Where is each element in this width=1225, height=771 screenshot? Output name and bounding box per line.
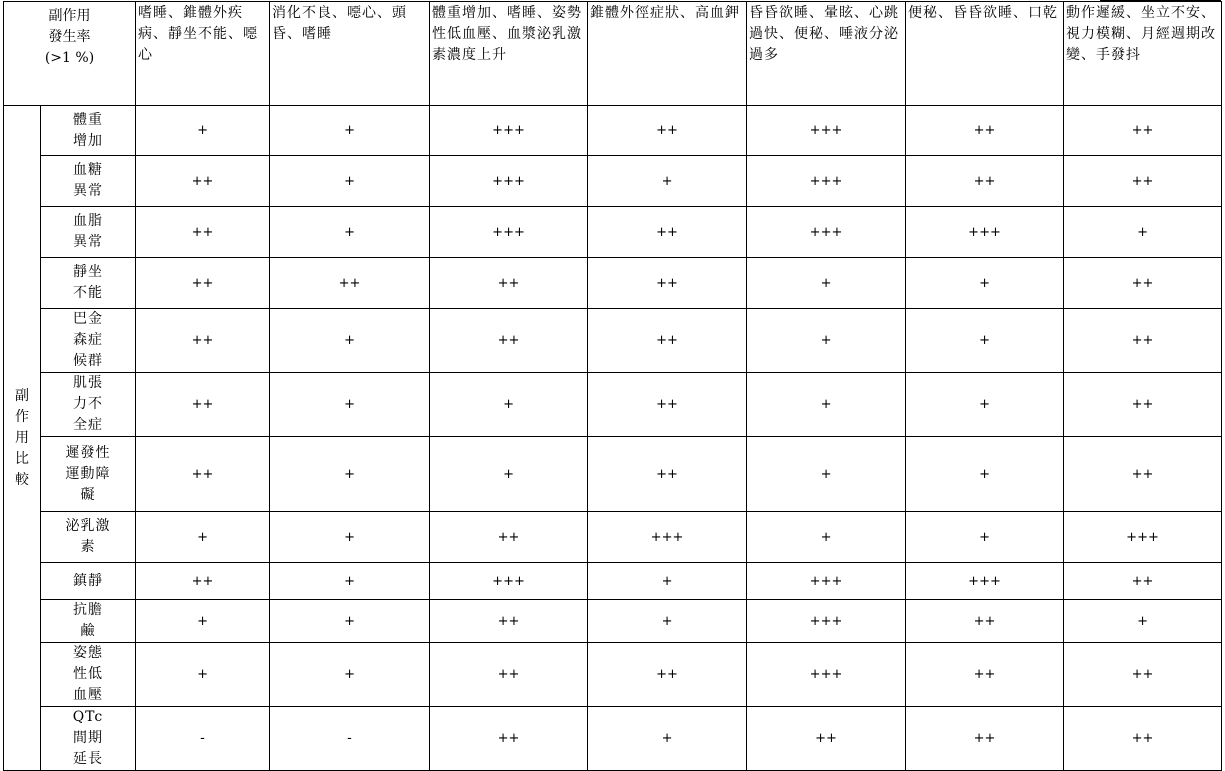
rating-cell: ++	[1064, 373, 1222, 437]
rating-cell: ++	[588, 106, 747, 156]
row-label-text: 肌張力不全症	[73, 375, 103, 433]
rating-cell: ++	[906, 106, 1064, 156]
rating-cell: +++	[747, 600, 906, 643]
rating-cell: -	[136, 707, 270, 771]
rating-cell: ++	[588, 373, 747, 437]
rating-cell: +	[588, 600, 747, 643]
table-row	[4, 106, 1222, 156]
rating-cell: +	[136, 643, 270, 707]
incidence-header-line: (>1 %)	[44, 50, 95, 66]
rating-cell: +	[588, 707, 747, 771]
row-label-text: 靜坐不能	[73, 264, 103, 301]
rating-cell: ++	[430, 600, 588, 643]
rating-cell: +++	[588, 512, 747, 563]
rating-cell: ++	[136, 207, 270, 258]
row-label	[41, 207, 136, 258]
rating-cell: ++	[588, 258, 747, 309]
row-label-text: 巴金森症候群	[73, 311, 103, 369]
rating-cell: +	[270, 563, 430, 600]
side-effect-comparison-table	[3, 1, 1222, 771]
rating-cell: +	[270, 156, 430, 207]
row-label	[41, 600, 136, 643]
rating-cell: ++	[136, 437, 270, 512]
rating-cell: ++	[1064, 156, 1222, 207]
row-label-text: 姿態性低血壓	[73, 645, 103, 703]
rating-cell: +++	[906, 207, 1064, 258]
rating-cell: ++	[906, 643, 1064, 707]
rating-cell: +	[747, 512, 906, 563]
table-row	[4, 207, 1222, 258]
rating-cell: +	[430, 437, 588, 512]
rating-cell: ++	[136, 373, 270, 437]
rating-cell: ++	[1064, 707, 1222, 771]
rating-cell: +++	[430, 563, 588, 600]
rating-cell: +	[906, 309, 1064, 373]
column-header: 嗜睡、錐體外疾病、靜坐不能、噁心	[136, 2, 270, 106]
row-label	[41, 106, 136, 156]
table-row	[4, 437, 1222, 512]
rating-cell: +	[270, 106, 430, 156]
rating-cell: +	[270, 373, 430, 437]
rating-cell: ++	[136, 309, 270, 373]
rating-cell: ++	[136, 258, 270, 309]
rating-cell: +	[747, 373, 906, 437]
rating-cell: +	[270, 207, 430, 258]
rating-cell: +++	[906, 563, 1064, 600]
table-row	[4, 156, 1222, 207]
rating-cell: ++	[1064, 563, 1222, 600]
rating-cell: ++	[588, 643, 747, 707]
rating-cell: ++	[136, 563, 270, 600]
rating-cell: ++	[430, 707, 588, 771]
rating-cell: ++	[270, 258, 430, 309]
rating-cell: ++	[430, 512, 588, 563]
row-label-text: 鎮靜	[73, 572, 103, 589]
column-header: 昏昏欲睡、暈眩、心跳過快、便秘、唾液分泌過多	[747, 2, 906, 106]
row-label-text: QTc 間期延長	[72, 709, 104, 767]
rating-cell: ++	[430, 643, 588, 707]
rating-cell: ++	[906, 600, 1064, 643]
rating-cell: +++	[747, 207, 906, 258]
rating-cell: +	[906, 437, 1064, 512]
rating-cell: ++	[588, 207, 747, 258]
rating-cell: +	[588, 563, 747, 600]
rating-cell: +	[906, 258, 1064, 309]
table-row	[4, 563, 1222, 600]
row-label-text: 泌乳激素	[65, 518, 111, 555]
rating-cell: +	[136, 106, 270, 156]
rating-cell: +	[270, 600, 430, 643]
rating-cell: ++	[1064, 106, 1222, 156]
row-label	[41, 563, 136, 600]
incidence-header-cell	[4, 2, 136, 106]
row-label-text: 血糖異常	[73, 162, 103, 199]
rating-cell: +++	[747, 106, 906, 156]
row-label	[41, 643, 136, 707]
table-body	[4, 106, 1222, 771]
column-header: 便秘、昏昏欲睡、口乾	[906, 2, 1064, 106]
rating-cell: ++	[588, 437, 747, 512]
rating-cell: +++	[747, 156, 906, 207]
rating-cell: ++	[430, 258, 588, 309]
rating-cell: +++	[430, 207, 588, 258]
row-label	[41, 373, 136, 437]
rating-cell: ++	[1064, 437, 1222, 512]
row-label-text: 體重增加	[73, 111, 103, 149]
rating-cell: +	[906, 512, 1064, 563]
column-header: 錐體外徑症狀、高血鉀	[588, 2, 747, 106]
row-label	[41, 437, 136, 512]
rating-cell: +	[747, 309, 906, 373]
rating-cell: ++	[430, 309, 588, 373]
incidence-header-line: 發生率	[48, 29, 91, 45]
rating-cell: +	[270, 643, 430, 707]
rating-cell: +	[136, 512, 270, 563]
row-label	[41, 309, 136, 373]
header-row	[4, 2, 1222, 106]
row-label	[41, 258, 136, 309]
side-label-text: 副作用比較	[15, 387, 29, 488]
rating-cell: +++	[1064, 512, 1222, 563]
row-label	[41, 156, 136, 207]
rating-cell: +++	[747, 643, 906, 707]
rating-cell: +	[588, 156, 747, 207]
rating-cell: ++	[136, 156, 270, 207]
rating-cell: ++	[747, 707, 906, 771]
column-header: 動作遲緩、坐立不安、視力模糊、月經週期改變、手發抖	[1064, 2, 1222, 106]
rating-cell: +	[136, 600, 270, 643]
column-header: 體重增加、嗜睡、姿勢性低血壓、血漿泌乳激素濃度上升	[430, 2, 588, 106]
row-label-text: 遲發性運動障礙	[65, 444, 111, 503]
rating-cell: +	[430, 373, 588, 437]
rating-cell: +++	[430, 156, 588, 207]
rating-cell: +++	[747, 563, 906, 600]
table-row	[4, 707, 1222, 771]
row-label	[41, 707, 136, 771]
incidence-header-line: 副作用	[48, 8, 91, 24]
rating-cell: +	[270, 437, 430, 512]
rating-cell: ++	[1064, 309, 1222, 373]
rating-cell: -	[270, 707, 430, 771]
rating-cell: +++	[430, 106, 588, 156]
table-row	[4, 309, 1222, 373]
table-row	[4, 373, 1222, 437]
rating-cell: ++	[588, 309, 747, 373]
rating-cell: +	[747, 437, 906, 512]
rating-cell: +	[270, 309, 430, 373]
rating-cell: ++	[1064, 643, 1222, 707]
rating-cell: +	[747, 258, 906, 309]
column-header: 消化不良、噁心、頭昏、嗜睡	[270, 2, 430, 106]
rating-cell: +	[906, 373, 1064, 437]
rating-cell: ++	[1064, 258, 1222, 309]
table-row	[4, 512, 1222, 563]
rating-cell: +	[1064, 600, 1222, 643]
table-row	[4, 643, 1222, 707]
row-label-text: 抗膽鹼	[73, 602, 103, 639]
table-row	[4, 600, 1222, 643]
table-row	[4, 258, 1222, 309]
side-effect-comparison-label	[4, 106, 41, 771]
rating-cell: ++	[906, 707, 1064, 771]
rating-cell: +	[270, 512, 430, 563]
rating-cell: ++	[906, 156, 1064, 207]
row-label-text: 血脂異常	[73, 213, 103, 250]
row-label	[41, 512, 136, 563]
rating-cell: +	[1064, 207, 1222, 258]
